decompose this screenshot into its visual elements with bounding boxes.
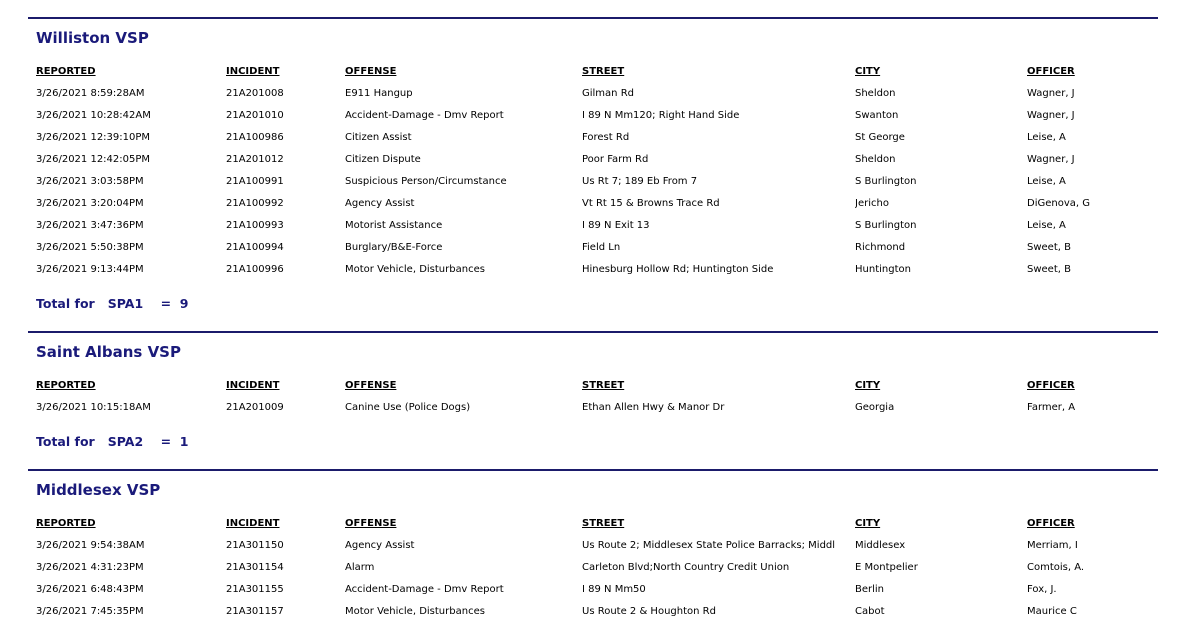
table-row [28,402,1158,418]
cell-officer: Leise, A [1027,220,1066,231]
cell-reported: 3/26/2021 12:39:10PM [36,132,151,143]
cell-reported: 3/26/2021 3:03:58PM [36,176,144,187]
cell-officer: Wagner, J [1027,88,1075,99]
section-divider [28,331,1158,333]
total-equals: = [160,434,172,449]
total-count: 1 [179,434,189,449]
cell-offense: E911 Hangup [345,88,413,99]
header-offense: OFFENSE [345,380,397,391]
cell-street: Us Route 2 & Houghton Rd [582,606,716,617]
cell-city: Jericho [855,198,889,209]
cell-incident: 21A301157 [226,606,284,617]
cell-street: Poor Farm Rd [582,154,649,165]
cell-reported: 3/26/2021 10:28:42AM [36,110,151,121]
cell-incident: 21A201010 [226,110,284,121]
cell-street: I 89 N Exit 13 [582,220,650,231]
section-total [36,434,188,449]
cell-street: Field Ln [582,242,621,253]
section-title: Saint Albans VSP [36,343,181,361]
table-row [28,176,1158,192]
cell-street: Hinesburg Hollow Rd; Huntington Side [582,264,774,275]
cell-incident: 21A301155 [226,584,284,595]
cell-offense: Burglary/B&E-Force [345,242,443,253]
total-label: Total for [36,296,95,311]
column-headers [28,66,1158,82]
cell-reported: 3/26/2021 9:13:44PM [36,264,144,275]
cell-street: Ethan Allen Hwy & Manor Dr [582,402,725,413]
cell-city: Cabot [855,606,885,617]
table-row [28,110,1158,126]
cell-city: E Montpelier [855,562,918,573]
cell-reported: 3/26/2021 3:47:36PM [36,220,144,231]
table-row [28,584,1158,600]
cell-reported: 3/26/2021 7:45:35PM [36,606,144,617]
cell-offense: Alarm [345,562,375,573]
section-title: Middlesex VSP [36,481,161,499]
column-headers [28,518,1158,534]
cell-officer: Sweet, B [1027,242,1071,253]
cell-reported: 3/26/2021 10:15:18AM [36,402,151,413]
cell-offense: Suspicious Person/Circumstance [345,176,507,187]
cell-incident: 21A100993 [226,220,284,231]
cell-incident: 21A201009 [226,402,284,413]
cell-city: Swanton [855,110,899,121]
cell-officer: Maurice C [1027,606,1077,617]
section-divider [28,469,1158,471]
cell-officer: Sweet, B [1027,264,1071,275]
cell-offense: Motorist Assistance [345,220,443,231]
header-offense: OFFENSE [345,518,397,529]
cell-city: Sheldon [855,88,896,99]
cell-city: St George [855,132,905,143]
cell-street: Us Rt 7; 189 Eb From 7 [582,176,698,187]
cell-street: Gilman Rd [582,88,634,99]
cell-reported: 3/26/2021 6:48:43PM [36,584,144,595]
cell-city: Georgia [855,402,895,413]
cell-incident: 21A100991 [226,176,284,187]
cell-city: Richmond [855,242,906,253]
header-officer: OFFICER [1027,518,1075,529]
cell-incident: 21A100986 [226,132,284,143]
header-incident: INCIDENT [226,380,280,391]
cell-city: S Burlington [855,220,917,231]
cell-city: S Burlington [855,176,917,187]
cell-city: Sheldon [855,154,896,165]
cell-city: Berlin [855,584,885,595]
section-title: Williston VSP [36,29,149,47]
cell-offense: Agency Assist [345,540,415,551]
header-street: STREET [582,518,625,529]
table-row [28,606,1158,622]
cell-street: I 89 N Mm50 [582,584,646,595]
header-officer: OFFICER [1027,380,1075,391]
cell-officer: Fox, J. [1027,584,1057,595]
section-divider [28,17,1158,19]
cell-offense: Accident-Damage - Dmv Report [345,584,504,595]
cell-officer: Leise, A [1027,132,1066,143]
cell-incident: 21A301154 [226,562,284,573]
cell-reported: 3/26/2021 8:59:28AM [36,88,145,99]
cell-officer: Merriam, I [1027,540,1078,551]
header-incident: INCIDENT [226,518,280,529]
total-equals: = [160,296,172,311]
cell-reported: 3/26/2021 5:50:38PM [36,242,144,253]
cell-reported: 3/26/2021 4:31:23PM [36,562,144,573]
cell-offense: Accident-Damage - Dmv Report [345,110,504,121]
table-row [28,132,1158,148]
cell-street: Carleton Blvd;North Country Credit Union [582,562,790,573]
cell-incident: 21A100994 [226,242,284,253]
header-city: CITY [855,518,881,529]
header-street: STREET [582,380,625,391]
table-row [28,264,1158,280]
table-row [28,242,1158,258]
cell-city: Huntington [855,264,911,275]
table-row [28,88,1158,104]
cell-offense: Citizen Assist [345,132,412,143]
table-row [28,540,1158,556]
header-reported: REPORTED [36,66,96,77]
cell-reported: 3/26/2021 3:20:04PM [36,198,144,209]
cell-reported: 3/26/2021 9:54:38AM [36,540,145,551]
cell-offense: Motor Vehicle, Disturbances [345,264,485,275]
header-city: CITY [855,66,881,77]
section-total [36,296,188,311]
cell-incident: 21A201012 [226,154,284,165]
cell-officer: Comtois, A. [1027,562,1085,573]
cell-officer: Farmer, A [1027,402,1076,413]
total-count: 9 [179,296,189,311]
total-code: SPA1 [107,296,144,311]
cell-city: Middlesex [855,540,906,551]
header-reported: REPORTED [36,380,96,391]
cell-officer: Wagner, J [1027,154,1075,165]
cell-street: Forest Rd [582,132,630,143]
cell-incident: 21A201008 [226,88,284,99]
header-incident: INCIDENT [226,66,280,77]
header-street: STREET [582,66,625,77]
column-headers [28,380,1158,396]
cell-offense: Canine Use (Police Dogs) [345,402,471,413]
cell-street: I 89 N Mm120; Right Hand Side [582,110,740,121]
table-row [28,198,1158,214]
cell-incident: 21A301150 [226,540,284,551]
cell-incident: 21A100992 [226,198,284,209]
header-offense: OFFENSE [345,66,397,77]
table-row [28,220,1158,236]
total-label: Total for [36,434,95,449]
table-row [28,562,1158,578]
table-row [28,154,1158,170]
cell-offense: Citizen Dispute [345,154,421,165]
cell-offense: Motor Vehicle, Disturbances [345,606,485,617]
cell-officer: Wagner, J [1027,110,1075,121]
cell-incident: 21A100996 [226,264,284,275]
total-code: SPA2 [107,434,144,449]
cell-reported: 3/26/2021 12:42:05PM [36,154,151,165]
header-city: CITY [855,380,881,391]
cell-officer: Leise, A [1027,176,1066,187]
header-officer: OFFICER [1027,66,1075,77]
header-reported: REPORTED [36,518,96,529]
cell-street: Us Route 2; Middlesex State Police Barracks; Middl [582,540,836,551]
cell-offense: Agency Assist [345,198,415,209]
cell-officer: DiGenova, G [1027,198,1090,209]
cell-street: Vt Rt 15 & Browns Trace Rd [582,198,720,209]
